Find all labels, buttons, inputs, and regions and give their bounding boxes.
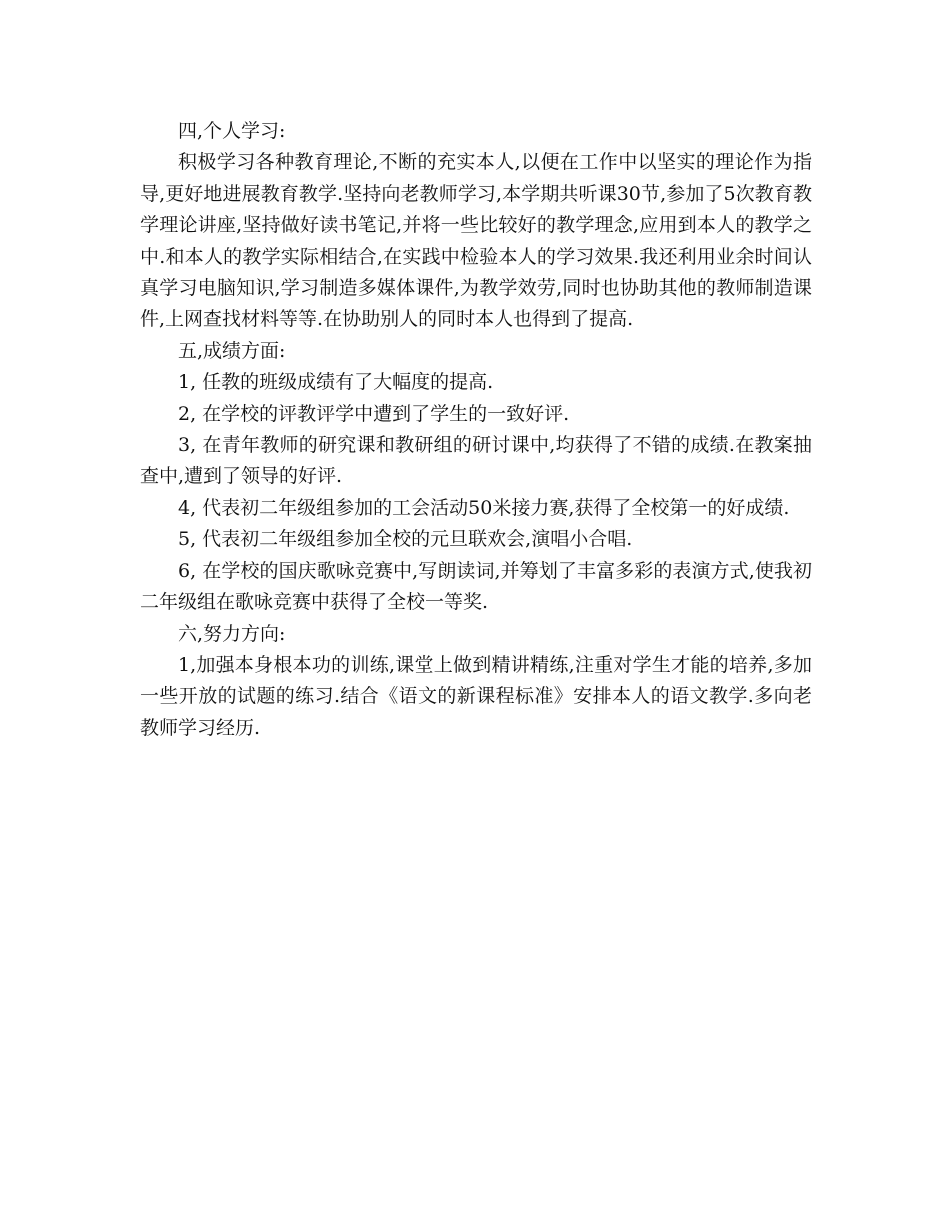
achievement-item-6: 6, 在学校的国庆歌咏竞赛中,写朗读词,并筹划了丰富多彩的表演方式,使我初二年级组在歌咏竞赛中获得了全校一等奖. bbox=[140, 559, 812, 614]
achievement-item-1: 1, 任教的班级成绩有了大幅度的提高. bbox=[178, 371, 494, 394]
achievement-item-3: 3, 在青年教师的研究课和教研组的研讨课中,均获得了不错的成绩.在教案抽查中,遭到了领导的好评. bbox=[140, 434, 812, 488]
document-page bbox=[140, 116, 812, 744]
section-heading-personal-study: 四,个人学习: bbox=[178, 120, 286, 142]
paragraph-personal-study: 积极学习各种教育理论,不断的充实本人,以便在工作中以坚实的理论作为指导,更好地进展教育教学.坚持向老教师学习,本学期共听课30节,参加了5次教育教学理论讲座,坚持做好读书笔记,并将一些比较好的教学理念,应用到本人的教学之中.和本人的教学实际相结合,在实践中检验本人的学习效果.我还利用业余时间认真学习电脑知识,学习制造多媒体课件,为教学效劳,同时也协助其他的教师制造课件,上网查找材料等等.在协助别人的同时本人也得到了提高. bbox=[140, 151, 812, 331]
section-heading-direction: 六,努力方向: bbox=[178, 622, 286, 645]
achievement-item-4: 4, 代表初二年级组参加的工会活动50米接力赛,获得了全校第一的好成绩. bbox=[178, 496, 790, 519]
direction-item-1: 1,加强本身根本功的训练,课堂上做到精讲精练,注重对学生才能的培养,多加一些开放的试题的练习.结合《语文的新课程标准》安排本人的语文教学.多向老教师学习经历. bbox=[140, 653, 812, 739]
achievement-item-2: 2, 在学校的评教评学中遭到了学生的一致好评. bbox=[178, 402, 570, 425]
section-heading-achievements: 五,成绩方面: bbox=[178, 339, 286, 362]
achievement-item-5: 5, 代表初二年级组参加全校的元旦联欢会,演唱小合唱. bbox=[178, 528, 633, 551]
